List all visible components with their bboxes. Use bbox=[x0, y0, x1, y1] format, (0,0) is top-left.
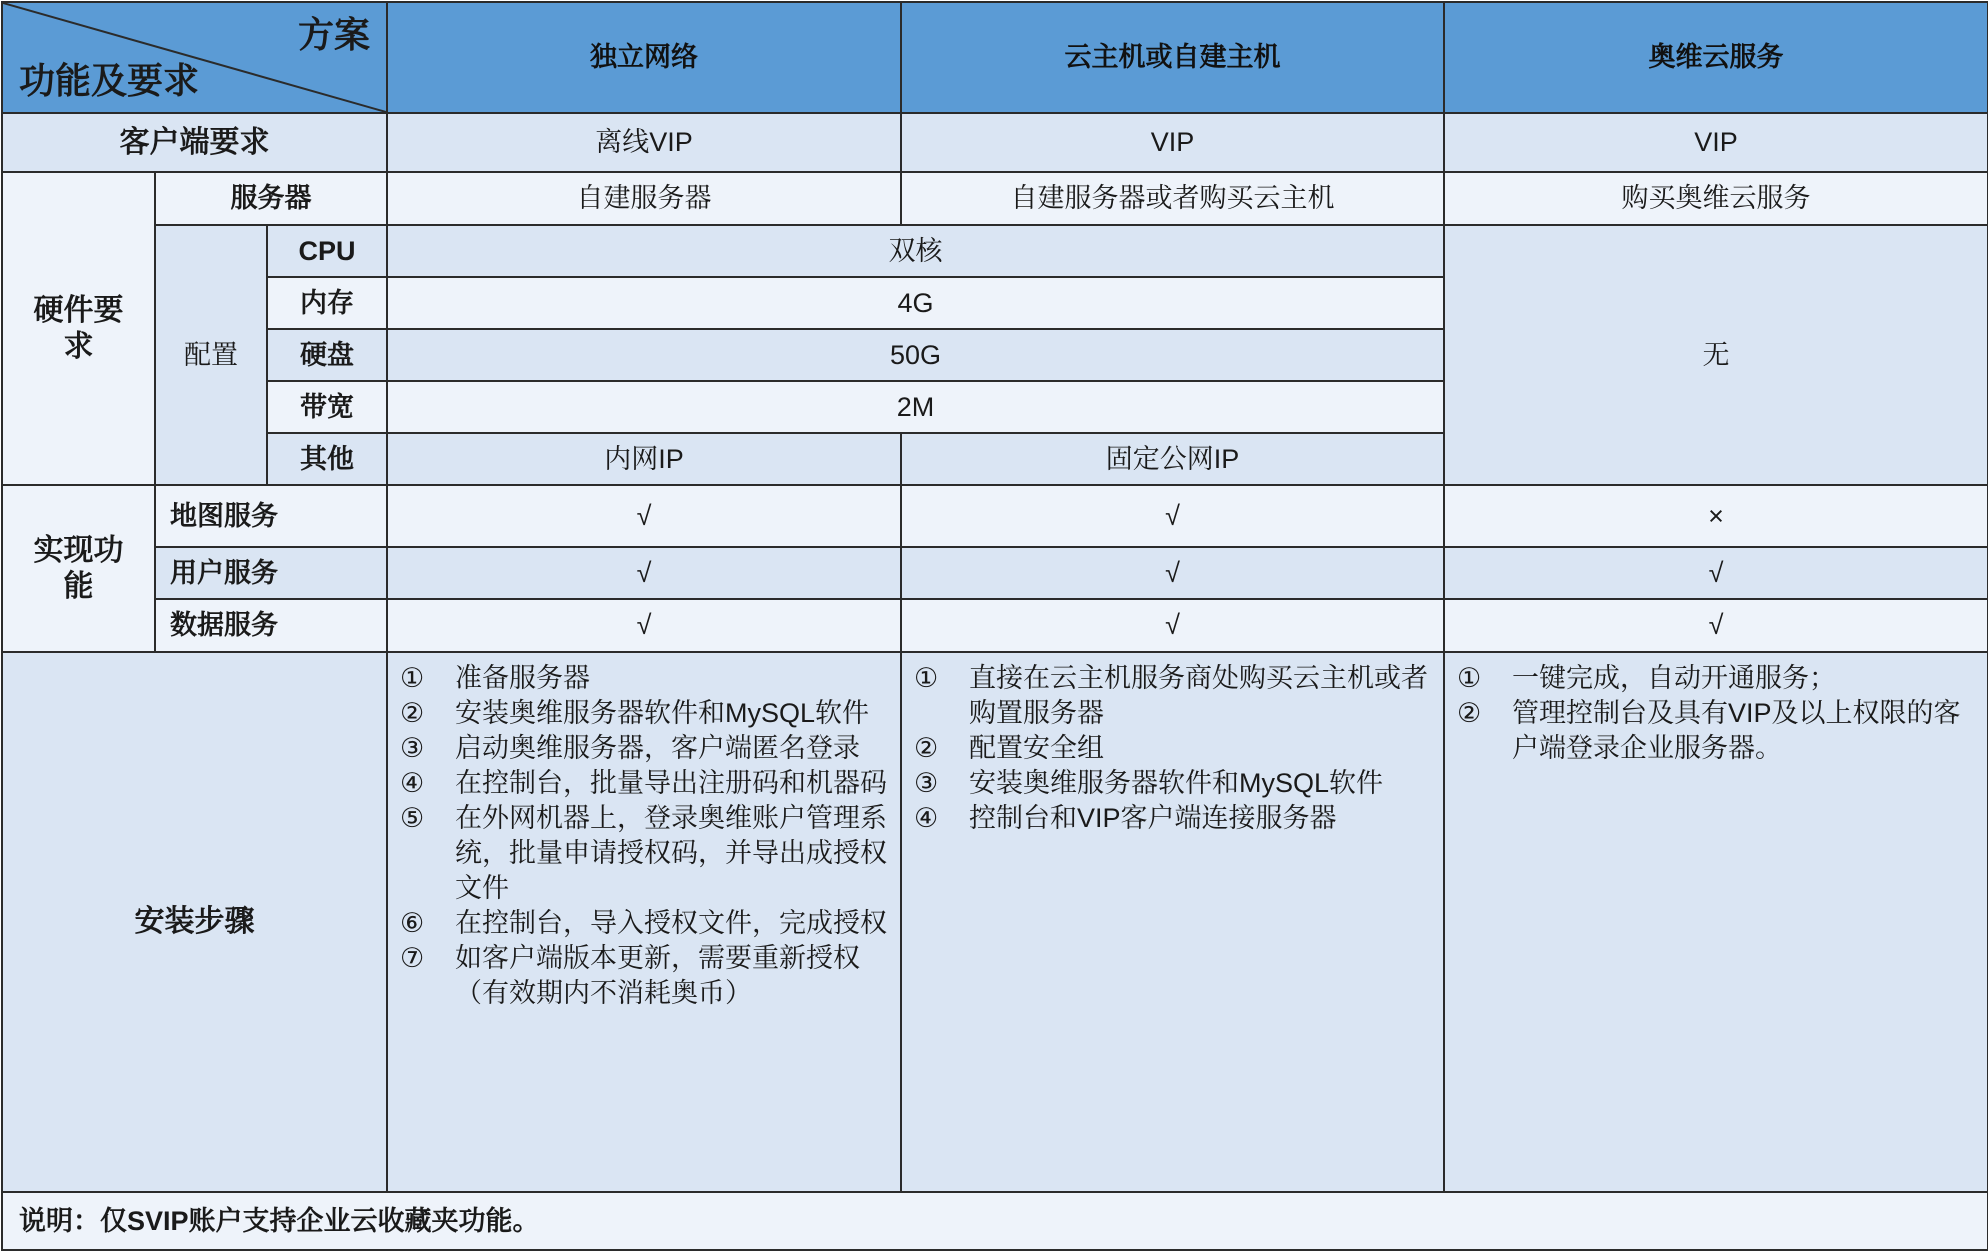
step-text: 在控制台，批量导出注册码和机器码 bbox=[455, 768, 888, 798]
bandwidth-label: 带宽 bbox=[267, 381, 387, 433]
install-step-item bbox=[400, 766, 890, 801]
disk-value: 50G bbox=[387, 329, 1444, 381]
step-text: 管理控制台及具有VIP及以上权限的客户端登录企业服务器。 bbox=[1512, 698, 1961, 763]
server-independent: 自建服务器 bbox=[387, 172, 901, 225]
config-label: 配置 bbox=[155, 225, 267, 485]
disk-label: 硬盘 bbox=[267, 329, 387, 381]
install-step-item bbox=[1457, 696, 1977, 766]
install-steps-cloud-service bbox=[1444, 652, 1988, 1192]
install-steps-independent-list bbox=[400, 661, 890, 1011]
install-step-item bbox=[1457, 661, 1977, 696]
server-cloud-service: 购买奥维云服务 bbox=[1444, 172, 1988, 225]
corner-label-function: 功能及要求 bbox=[19, 59, 200, 101]
function-map-cloud-service: × bbox=[1444, 485, 1988, 547]
step-number: ⑥ bbox=[400, 908, 425, 938]
install-steps-cloud-host-list bbox=[914, 661, 1433, 836]
install-step-item bbox=[400, 941, 890, 1011]
client-requirement-independent: 离线VIP bbox=[387, 113, 901, 172]
memory-value: 4G bbox=[387, 277, 1444, 329]
install-step-item bbox=[400, 661, 890, 696]
plan-header-cloud-host: 云主机或自建主机 bbox=[901, 2, 1444, 113]
bandwidth-value: 2M bbox=[387, 381, 1444, 433]
function-user-independent: √ bbox=[387, 547, 901, 599]
install-step-item bbox=[400, 696, 890, 731]
server-cloud-host: 自建服务器或者购买云主机 bbox=[901, 172, 1444, 225]
corner-label-plan: 方案 bbox=[298, 14, 371, 55]
other-cloud-host: 固定公网IP bbox=[901, 433, 1444, 485]
plan-header-independent: 独立网络 bbox=[387, 2, 901, 113]
function-label-map: 地图服务 bbox=[155, 485, 387, 547]
function-data-cloud-host: √ bbox=[901, 599, 1444, 652]
step-number: ⑦ bbox=[400, 943, 425, 973]
server-label: 服务器 bbox=[155, 172, 387, 225]
function-data-independent: √ bbox=[387, 599, 901, 652]
install-step-item bbox=[914, 661, 1433, 731]
step-text: 启动奥维服务器，客户端匿名登录 bbox=[455, 733, 861, 763]
function-label-data: 数据服务 bbox=[155, 599, 387, 652]
install-steps-independent bbox=[387, 652, 901, 1192]
step-text: 配置安全组 bbox=[969, 733, 1105, 763]
step-number: ④ bbox=[400, 768, 425, 798]
install-steps-cloud-service-list bbox=[1457, 661, 1977, 766]
function-map-independent: √ bbox=[387, 485, 901, 547]
function-label-user: 用户服务 bbox=[155, 547, 387, 599]
step-number: ② bbox=[400, 698, 425, 728]
step-number: ① bbox=[400, 663, 425, 693]
step-text: 如客户端版本更新，需要重新授权（有效期内不消耗奥币） bbox=[455, 943, 861, 1008]
install-step-item bbox=[914, 766, 1433, 801]
step-text: 安装奥维服务器软件和MySQL软件 bbox=[969, 768, 1384, 798]
step-text: 安装奥维服务器软件和MySQL软件 bbox=[455, 698, 870, 728]
function-user-cloud-service: √ bbox=[1444, 547, 1988, 599]
plan-header-cloud-service: 奥维云服务 bbox=[1444, 2, 1988, 113]
step-number: ③ bbox=[914, 768, 939, 798]
step-number: ③ bbox=[400, 733, 425, 763]
function-user-cloud-host: √ bbox=[901, 547, 1444, 599]
step-text: 在外网机器上，登录奥维账户管理系统，批量申请授权码，并导出成授权文件 bbox=[455, 803, 888, 903]
hardware-requirement-label bbox=[2, 172, 155, 485]
step-text: 在控制台，导入授权文件，完成授权 bbox=[455, 908, 888, 938]
client-requirement-cloud-service: VIP bbox=[1444, 113, 1988, 172]
functions-text: 实现功能 bbox=[33, 533, 124, 603]
hardware-requirement-text: 硬件要求 bbox=[33, 293, 124, 363]
install-step-item bbox=[914, 801, 1433, 836]
install-step-item bbox=[400, 801, 890, 906]
client-requirement-label: 客户端要求 bbox=[2, 113, 387, 172]
corner-header-cell bbox=[2, 2, 387, 113]
cloud-service-config-value: 无 bbox=[1444, 225, 1988, 485]
other-label: 其他 bbox=[267, 433, 387, 485]
step-text: 准备服务器 bbox=[455, 663, 591, 693]
install-step-item bbox=[400, 906, 890, 941]
cpu-value: 双核 bbox=[387, 225, 1444, 277]
step-number: ④ bbox=[914, 803, 939, 833]
function-map-cloud-host: √ bbox=[901, 485, 1444, 547]
step-text: 直接在云主机服务商处购买云主机或者购置服务器 bbox=[969, 663, 1429, 728]
install-step-item bbox=[914, 731, 1433, 766]
step-number: ① bbox=[914, 663, 939, 693]
footnote: 说明：仅SVIP账户支持企业云收藏夹功能。 bbox=[2, 1192, 1988, 1250]
step-number: ① bbox=[1457, 663, 1482, 693]
cpu-label: CPU bbox=[267, 225, 387, 277]
client-requirement-cloud-host: VIP bbox=[901, 113, 1444, 172]
functions-label bbox=[2, 485, 155, 652]
step-number: ② bbox=[1457, 698, 1482, 728]
install-steps-cloud-host bbox=[901, 652, 1444, 1192]
step-number: ② bbox=[914, 733, 939, 763]
install-steps-label: 安装步骤 bbox=[2, 652, 387, 1192]
comparison-table bbox=[1, 1, 1988, 1251]
memory-label: 内存 bbox=[267, 277, 387, 329]
step-text: 一键完成，自动开通服务； bbox=[1512, 663, 1837, 693]
step-number: ⑤ bbox=[400, 803, 425, 833]
other-independent: 内网IP bbox=[387, 433, 901, 485]
function-data-cloud-service: √ bbox=[1444, 599, 1988, 652]
step-text: 控制台和VIP客户端连接服务器 bbox=[969, 803, 1337, 833]
install-step-item bbox=[400, 731, 890, 766]
